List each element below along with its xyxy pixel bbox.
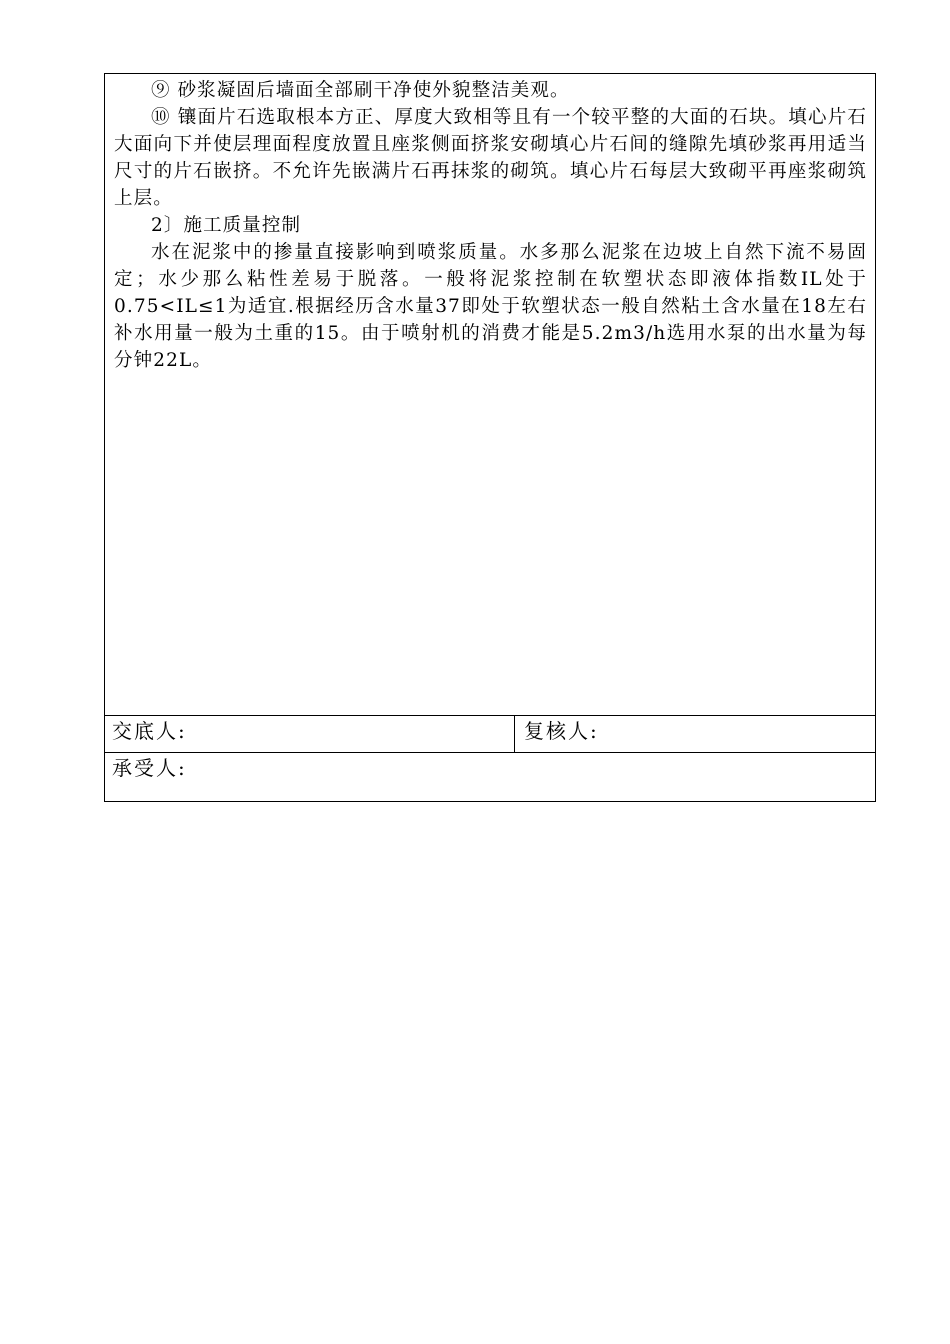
presenter-cell [105,716,515,752]
reviewer-cell [515,716,875,752]
content-cell [105,74,875,715]
paragraph-item-10: ⑩ 镶面片石选取根本方正、厚度大致相等且有一个较平整的大面的石块。填心片石大面向下并使层理面程度放置且座浆侧面挤浆安砌填心片石间的缝隙先填砂浆再用适当尺寸的片石嵌挤。不允许先嵌满片石再抹浆的砌筑。填心片石每层大致砌平再座浆砌筑上层。 [114,107,867,209]
disclosure-table [104,73,876,802]
presenter-label: 交底人: [112,719,187,743]
section-heading: 2〕施工质量控制 [151,215,302,236]
signature-row [105,715,875,752]
receiver-row [105,752,875,801]
reviewer-label: 复核人: [524,719,599,743]
receiver-label: 承受人: [112,756,187,780]
paragraph-quality-control: 水在泥浆中的掺量直接影响到喷浆质量。水多那么泥浆在边坡上自然下流不易固定；水少那么粘性差易于脱落。一般将泥浆控制在软塑状态即液体指数IL处于0.75<IL≤1为适宜.根据经历含水量37即处于软塑状态一般自然粘土含水量在18左右补水用量一般为土重的15。由于喷射机的消费才能是5.2m3/h选用水泵的出水量为每分钟22L。 [114,242,867,371]
paragraph-item-9: ⑨ 砂浆凝固后墙面全部刷干净使外貌整洁美观。 [151,80,570,101]
